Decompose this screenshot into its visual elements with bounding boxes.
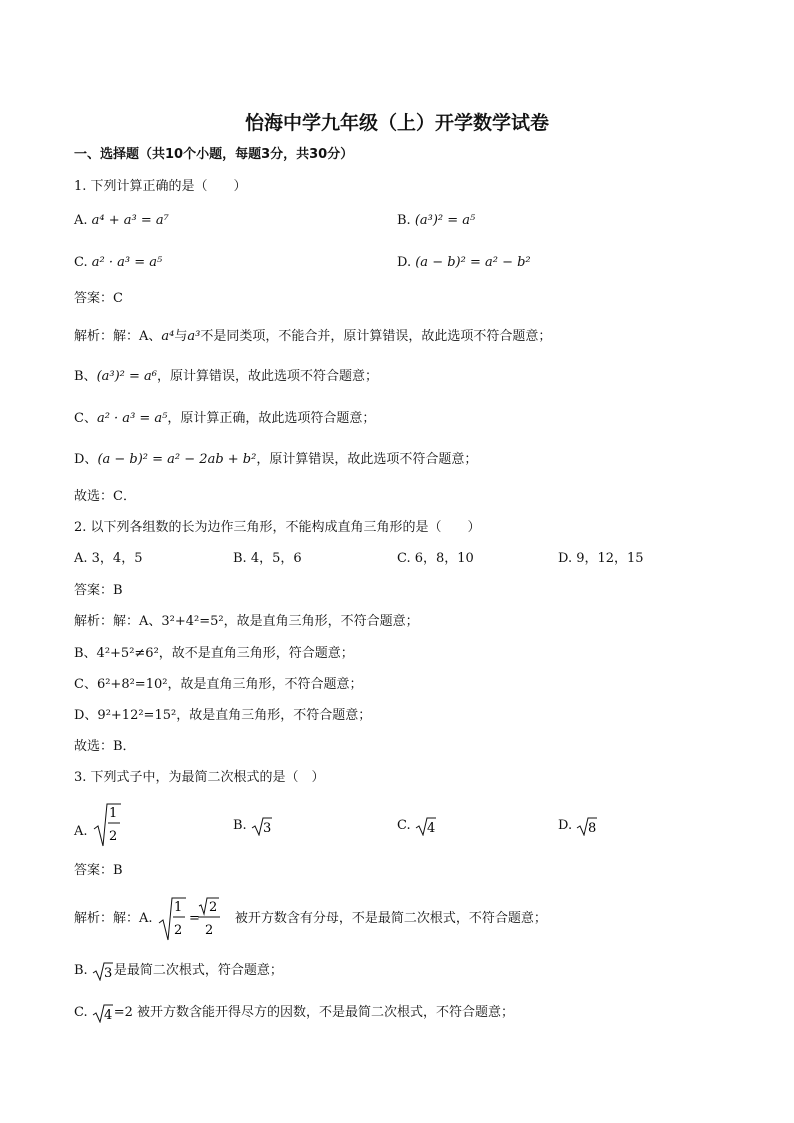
- q1-option-d: [397, 254, 531, 272]
- option-math: (a³)² = a⁵: [414, 213, 476, 228]
- option-label: D.: [397, 255, 412, 270]
- q3-explanation-line: C. 4 =2 被开方数含能开得尽方的因数，不是最简二次根式，不符合题意；: [74, 1005, 515, 1023]
- sqrt: [251, 816, 273, 836]
- q3-answer: 答案：B: [74, 863, 123, 878]
- q2-option-a: A. 3，4，5: [74, 551, 143, 566]
- option-label: C.: [74, 255, 88, 270]
- section-heading: 一、选择题（共10个小题，每题3分，共30分）: [74, 147, 354, 162]
- q3-option-b: B. 3: [233, 818, 272, 836]
- sqrt-fraction: [92, 802, 122, 848]
- svg-text:1: 1: [108, 806, 117, 821]
- q1-choose: 故选：C．: [74, 489, 136, 504]
- q2-option-d: D. 9，12，15: [558, 551, 644, 566]
- svg-text:2: 2: [208, 900, 217, 915]
- sqrt: [576, 816, 598, 836]
- option-math: a² · a³ = a⁵: [91, 255, 163, 270]
- svg-text:=: =: [188, 911, 200, 926]
- q3-explanation-line: 解析：解：A. 1 2 = 2 2 被开方数含有分母，不是最简二次根式，不符合题意；: [74, 896, 547, 942]
- sqrt-fraction: [157, 896, 227, 942]
- q1-answer: 答案：C: [74, 291, 123, 306]
- q1-option-a: [74, 212, 169, 230]
- svg-text:1: 1: [173, 900, 182, 915]
- option-label: B.: [397, 213, 411, 228]
- q2-choose: 故选：B．: [74, 739, 136, 754]
- q2-option-c: C. 6，8，10: [397, 551, 474, 566]
- svg-text:4: 4: [426, 821, 436, 836]
- q2-explanation-line: C、6²+8²=10²，故是直角三角形，不符合题意；: [74, 677, 363, 692]
- q3-option-c: C. 4: [397, 818, 436, 836]
- svg-text:2: 2: [108, 829, 117, 844]
- svg-text:8: 8: [588, 821, 597, 836]
- svg-text:3: 3: [103, 966, 113, 981]
- q2-option-b: B. 4，5，6: [233, 551, 302, 566]
- option-label: A.: [74, 213, 88, 228]
- option-math: (a − b)² = a² − b²: [415, 255, 531, 270]
- sqrt: [92, 1003, 114, 1023]
- sqrt: [415, 816, 437, 836]
- q3-explanation-line: B. 3 是最简二次根式，符合题意；: [74, 963, 283, 981]
- q1-explanation-line: D、(a − b)² = a² − 2ab + b²，原计算错误，故此选项不符合题意；: [74, 452, 478, 467]
- svg-text:4: 4: [103, 1008, 113, 1023]
- q1-explanation-line: B、(a³)² = a⁶，原计算错误，故此选项不符合题意；: [74, 369, 379, 384]
- q1-option-b: [397, 212, 475, 230]
- q3-stem: 3. 下列式子中，为最简二次根式的是（ ）: [74, 770, 325, 785]
- q1-explanation-line: C、a² · a³ = a⁵，原计算正确，故此选项符合题意；: [74, 411, 376, 426]
- page-title: 怡海中学九年级（上）开学数学试卷: [244, 112, 549, 134]
- q2-answer: 答案：B: [74, 583, 123, 598]
- q1-stem: 1. 下列计算正确的是（ ）: [74, 179, 247, 194]
- q2-explanation-line: B、4²+5²≠6²，故不是直角三角形，符合题意；: [74, 646, 354, 661]
- sqrt: [92, 961, 114, 981]
- q2-stem: 2. 以下列各组数的长为边作三角形，不能构成直角三角形的是（ ）: [74, 520, 481, 535]
- q3-option-a: A. 1 2: [74, 802, 122, 848]
- svg-text:3: 3: [262, 821, 272, 836]
- q2-explanation-line: 解析：解：A、3²+4²=5²，故是直角三角形，不符合题意；: [74, 614, 419, 629]
- option-math: a⁴ + a³ = a⁷: [91, 213, 169, 228]
- q1-option-c: [74, 254, 162, 272]
- q1-explanation-line: 解析：解：A、a⁴与a³不是同类项，不能合并，原计算错误，故此选项不符合题意；: [74, 329, 552, 344]
- q2-explanation-line: D、9²+12²=15²，故是直角三角形，不符合题意；: [74, 708, 372, 723]
- svg-text:2: 2: [173, 923, 182, 938]
- q3-option-d: D. 8: [558, 818, 597, 836]
- svg-text:2: 2: [204, 923, 213, 938]
